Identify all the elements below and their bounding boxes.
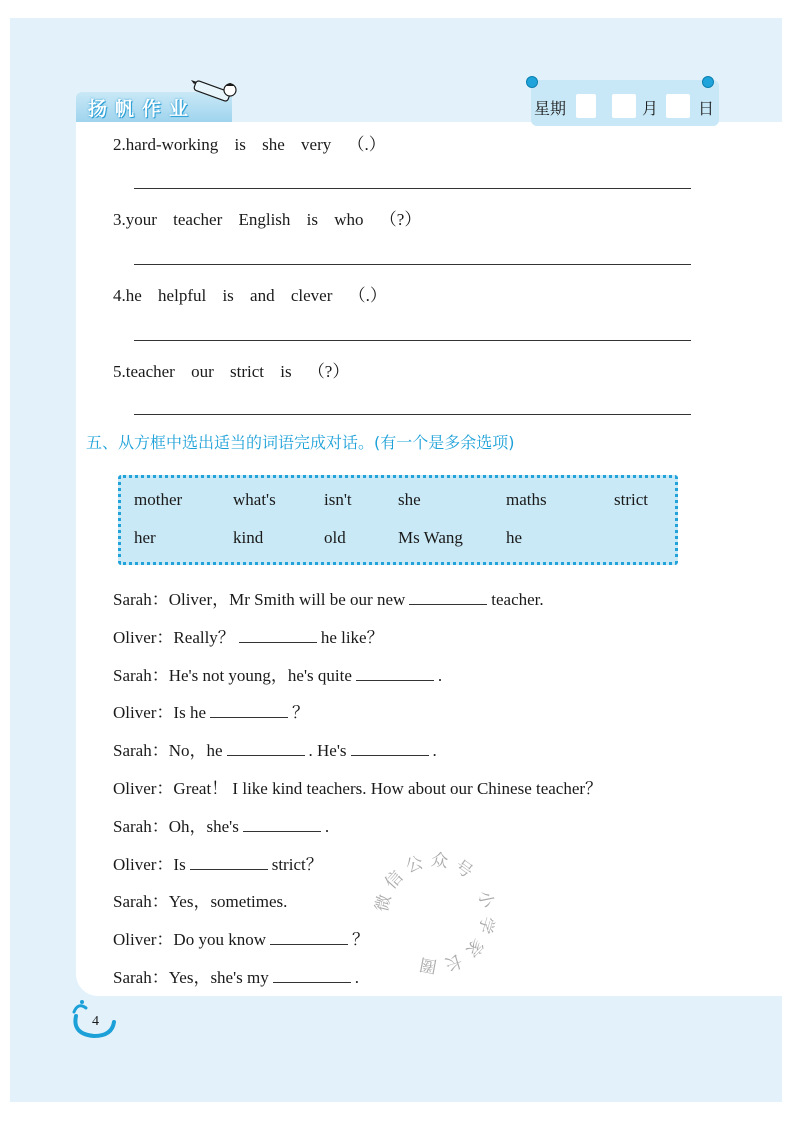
weekday-label: 星期 [534, 99, 567, 118]
word-bank-item: isn't [324, 490, 352, 509]
dialogue-line [113, 623, 384, 648]
dialogue-text: Sarah：Yes，sometimes. [113, 892, 288, 911]
dialogue-text: strict？ [271, 855, 323, 874]
dialogue-text: . [354, 968, 360, 987]
dialogue-line [113, 661, 442, 686]
dialogue-text: Oliver：Really？ [113, 628, 235, 647]
answer-blank[interactable] [273, 968, 351, 983]
dialogue-text: he like？ [320, 628, 384, 647]
dialogue-line [113, 585, 544, 610]
answer-line-5[interactable] [134, 414, 691, 415]
answer-blank[interactable] [270, 930, 348, 945]
question-number: 2. [113, 135, 126, 154]
watermark-stamp [370, 848, 500, 978]
question-punct: （.） [347, 135, 386, 154]
question-number: 5. [113, 362, 126, 381]
answer-line-3[interactable] [134, 264, 691, 265]
question-number: 3. [113, 210, 126, 229]
dialogue-line [113, 736, 437, 761]
question-words: your teacher English is who [125, 210, 364, 229]
dialogue-line [113, 963, 359, 988]
dialogue-text: Sarah：Oh，she's [113, 817, 239, 836]
month-field[interactable] [612, 94, 636, 118]
dialogue-text: Sarah：No，he [113, 741, 223, 760]
question-5 [113, 357, 349, 382]
answer-blank[interactable] [243, 817, 321, 832]
answer-blank[interactable] [351, 741, 429, 756]
answer-blank[interactable] [356, 666, 434, 681]
word-bank-item: old [324, 528, 346, 547]
dialogue-line [113, 925, 369, 950]
weekday-field[interactable] [576, 94, 596, 118]
word-bank-item: kind [233, 528, 264, 547]
word-bank-box [118, 475, 678, 565]
dialogue-line [113, 774, 602, 799]
question-words: teacher our strict is [125, 362, 292, 381]
question-punct: （.） [348, 286, 387, 305]
header-title: 扬帆作业 [88, 98, 197, 120]
word-bank-item: she [398, 490, 421, 509]
answer-blank[interactable] [239, 628, 317, 643]
answer-blank[interactable] [409, 590, 487, 605]
dialogue-text: Oliver：Do you know [113, 930, 266, 949]
answer-line-2[interactable] [134, 188, 691, 189]
word-bank-item: mother [134, 490, 183, 509]
question-words: he helpful is and clever [125, 286, 333, 305]
question-4 [113, 281, 387, 306]
question-3 [113, 205, 421, 230]
day-field[interactable] [666, 94, 690, 118]
dialogue-text: Oliver：Is [113, 855, 186, 874]
answer-line-4[interactable] [134, 340, 691, 341]
dialogue-line [113, 812, 329, 837]
page-number: 4 [92, 1014, 99, 1029]
dialogue-text: Oliver：Great！ I like kind teachers. How about our Chinese teacher？ [113, 779, 603, 798]
word-bank-item: her [134, 528, 156, 547]
word-bank-item: maths [506, 490, 547, 509]
question-punct: （?） [379, 210, 422, 229]
dialogue-text: . [437, 666, 443, 685]
month-label: 月 [642, 99, 659, 118]
section-title: 五、从方框中选出适当的词语完成对话。(有一个是多余选项) [86, 433, 515, 452]
dialogue-text: Sarah：He's not young，he's quite [113, 666, 352, 685]
question-2 [113, 130, 386, 155]
word-bank-item: Ms Wang [398, 528, 463, 547]
word-bank-item: strict [614, 490, 648, 509]
dialogue-text: . He's [308, 741, 347, 760]
day-label: 日 [698, 99, 715, 118]
dialogue-line [113, 887, 287, 912]
dialogue-line [113, 850, 323, 875]
dialogue-text: . [432, 741, 437, 760]
dialogue-text: ？ [351, 930, 369, 949]
dialogue-text: Sarah：Oliver，Mr Smith will be our new [113, 590, 406, 609]
svg-text:微信公众号 小学家长圈: 微信公众号 小学家长圈 [372, 849, 499, 977]
answer-blank[interactable] [190, 855, 268, 870]
dialogue-text: Sarah：Yes，she's my [113, 968, 269, 987]
dialogue-line [113, 698, 309, 723]
question-punct: （?） [307, 362, 350, 381]
pen-icon [190, 76, 240, 116]
answer-blank[interactable] [210, 703, 288, 718]
dialogue-text: ？ [292, 703, 310, 722]
word-bank-item: what's [233, 490, 276, 509]
answer-blank[interactable] [227, 741, 305, 756]
question-words: hard-working is she very [125, 135, 332, 154]
pin-icon [526, 76, 538, 88]
question-number: 4. [113, 286, 126, 305]
dialogue-text: Oliver：Is he [113, 703, 207, 722]
word-bank-item: he [506, 528, 523, 547]
dialogue-text: . [324, 817, 330, 836]
dialogue-text: teacher. [491, 590, 544, 609]
pin-icon [702, 76, 714, 88]
